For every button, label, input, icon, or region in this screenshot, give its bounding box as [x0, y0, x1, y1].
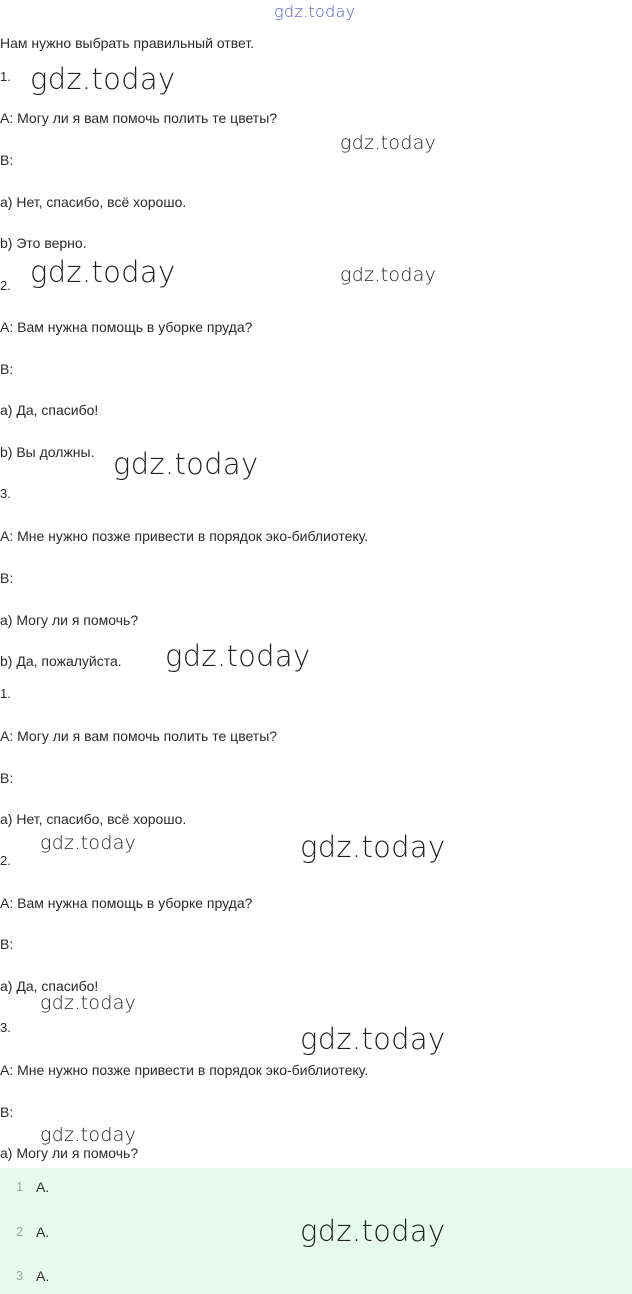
- item-number: 3.: [0, 1020, 11, 1035]
- answer-index: 3: [16, 1268, 24, 1283]
- answer-b-line: B:: [0, 361, 14, 377]
- answer-value: A.: [36, 1224, 50, 1240]
- answer-b-line: B:: [0, 770, 14, 786]
- option-line: b) Вы должны.: [0, 444, 95, 460]
- answer-b-line: B:: [0, 570, 14, 586]
- watermark: gdz.today: [40, 1124, 137, 1146]
- answer-box: [0, 1168, 632, 1294]
- intro-text: Нам нужно выбрать правильный ответ.: [0, 35, 255, 51]
- watermark: gdz.today: [40, 992, 137, 1014]
- watermark-header: gdz.today: [274, 2, 356, 21]
- option-line: b) Да, пожалуйста.: [0, 653, 122, 669]
- question-line: A: Мне нужно позже привести в порядок эко-библиотеку.: [0, 1062, 369, 1078]
- item-number: 1.: [0, 686, 11, 701]
- question-line: A: Могу ли я вам помочь полить те цветы?: [0, 110, 278, 126]
- item-number: 3.: [0, 486, 11, 501]
- option-line: a) Нет, спасибо, всё хорошо.: [0, 194, 187, 210]
- watermark: gdz.today: [340, 132, 437, 154]
- question-line: A: Вам нужна помощь в уборке пруда?: [0, 319, 253, 335]
- answer-b-line: B:: [0, 152, 14, 168]
- watermark: gdz.today: [300, 1214, 446, 1248]
- option-line: a) Да, спасибо!: [0, 402, 99, 418]
- question-line: A: Вам нужна помощь в уборке пруда?: [0, 895, 253, 911]
- option-line: b) Это верно.: [0, 235, 87, 251]
- watermark: gdz.today: [300, 830, 446, 864]
- answer-index: 2: [16, 1224, 24, 1239]
- item-number: 2.: [0, 278, 11, 293]
- question-line: A: Могу ли я вам помочь полить те цветы?: [0, 728, 278, 744]
- item-number: 1.: [0, 69, 11, 84]
- watermark: gdz.today: [300, 1022, 446, 1056]
- watermark: gdz.today: [30, 62, 176, 96]
- answer-index: 1: [16, 1179, 24, 1194]
- option-line: a) Да, спасибо!: [0, 978, 99, 994]
- watermark: gdz.today: [165, 639, 311, 673]
- watermark: gdz.today: [30, 255, 176, 289]
- question-line: A: Мне нужно позже привести в порядок эко-библиотеку.: [0, 528, 369, 544]
- answer-b-line: B:: [0, 936, 14, 952]
- watermark: gdz.today: [40, 832, 137, 854]
- option-line: a) Могу ли я помочь?: [0, 1145, 139, 1161]
- answer-value: A.: [36, 1268, 50, 1284]
- answer-value: A.: [36, 1179, 50, 1195]
- answer-b-line: B:: [0, 1104, 14, 1120]
- option-line: a) Нет, спасибо, всё хорошо.: [0, 811, 187, 827]
- option-line: a) Могу ли я помочь?: [0, 612, 139, 628]
- watermark: gdz.today: [340, 264, 437, 286]
- watermark: gdz.today: [113, 447, 259, 481]
- item-number: 2.: [0, 853, 11, 868]
